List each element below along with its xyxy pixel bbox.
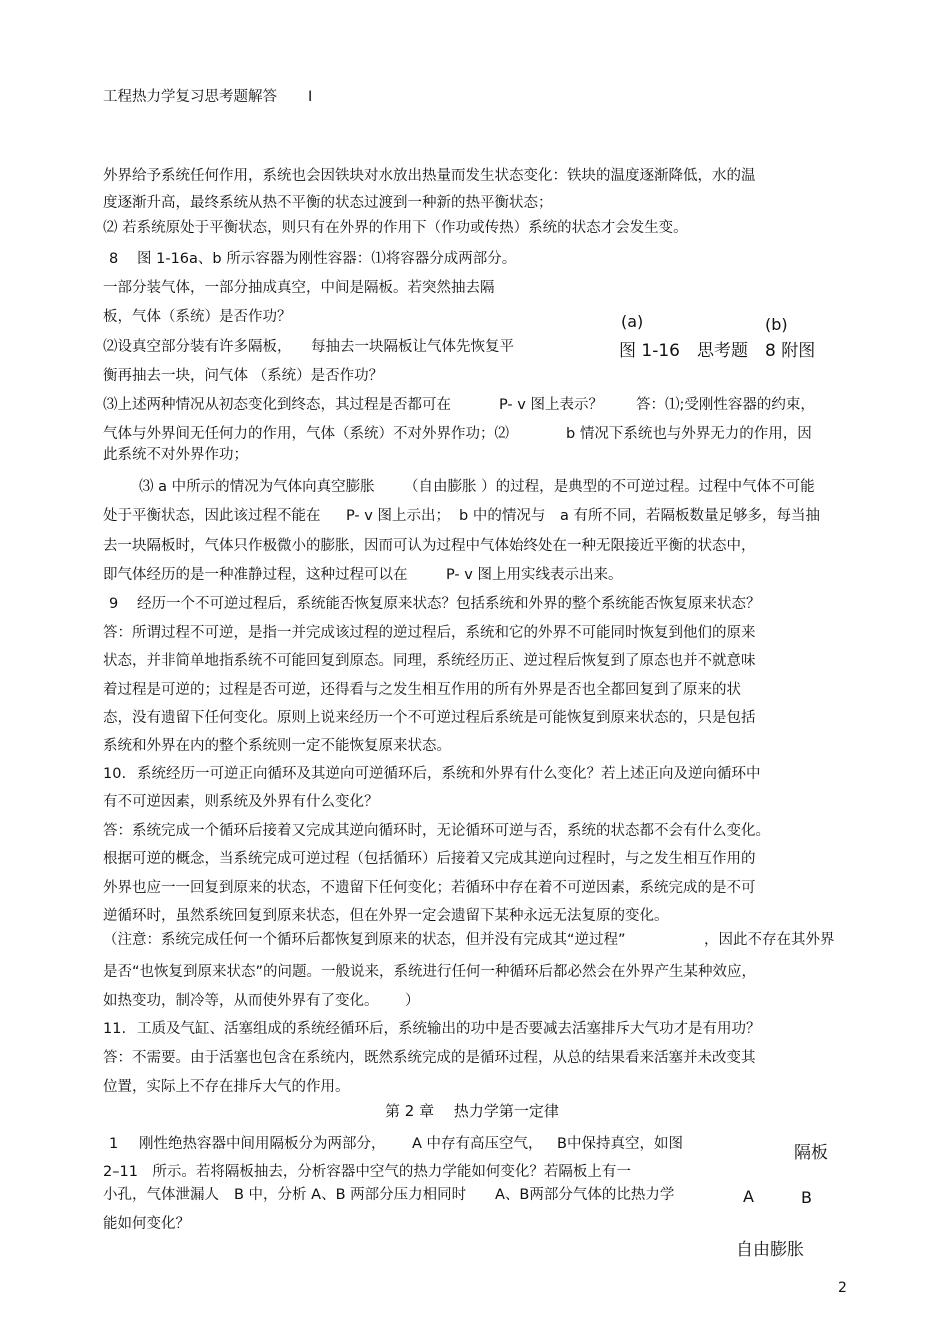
question-number: 8 [109,251,119,267]
text-line: ） [405,993,420,1009]
text-line: 图 1-16a、b 所示容器为刚性容器：⑴将容器分成两部分。 [137,251,517,267]
text-line: 度逐渐升高，最终系统从热不平衡的状态过渡到一种新的热平衡状态； [103,195,553,211]
text-line: b 中的情况与 [459,508,546,524]
text-line: 每抽去一块隔板让气体先恢复平 [311,339,514,355]
question-number: 10. [103,766,127,782]
text-line: 着过程是可逆的；过程是否可逆，还得看与之发生相互作用的所有外界是否也全都回复到了原来的状 [103,682,741,698]
text-line: 系统经历一可逆正向循环及其逆向可逆循环后，系统和外界有什么变化？若上述正向及逆向循环中 [137,766,761,782]
text-line: ⑵设真空部分装有许多隔板， [103,339,292,355]
text-line: 是否“也恢复到原来状态”的问题。一般说来，系统进行任何一种循环后都必然会在外界产生某种效应， [103,964,757,980]
question-number: 11. [103,1021,127,1037]
text-line: 经历一个不可逆过程后，系统能否恢复原来状态？包括系统和外界的整个系统能否恢复原来状态？ [137,596,761,612]
figure-caption: 图 1-16 思考题 8 附图 [619,341,816,361]
question-number: 1 [109,1136,119,1152]
text-line: 此系统不对外界作功； [103,447,248,463]
text-line: 气体与外界间无任何力的作用，气体（系统）不对外界作功；⑵ [103,426,509,442]
text-line: （注意：系统完成任何一个循环后都恢复到原来的状态，但并没有完成其“逆过程” [103,932,626,948]
text-line: B 中，分析 A、B 两部分压力相同时 [234,1187,467,1203]
text-line: 刚性绝热容器中间用隔板分为两部分， [139,1136,386,1152]
text-line: 答：不需要。由于活塞也包含在系统内，既然系统完成的是循环过程，从总的结果看来活塞并未改变其 [103,1050,756,1066]
header-title: 工程热力学复习思考题解答 [103,89,277,105]
text-line: a 有所不同，若隔板数量足够多，每当抽 [560,508,820,524]
text-line: 位置，实际上不存在排斥大气的作用。 [103,1079,350,1095]
text-line: 答：所谓过程不可逆，是指一并完成该过程的逆过程后，系统和它的外界不可能同时恢复到他们的原来 [103,625,756,641]
text-line: 外界也应一一回复到原来的状态，不遗留下任何变化；若循环中存在着不可逆因素，系统完成的是不可 [103,880,756,896]
text-line: P- v 图上示出； [346,508,450,524]
text-line: 即气体经历的是一种准静过程，这种过程可以在 [103,567,408,583]
text-line: 答：系统完成一个循环后接着又完成其逆向循环时，无论循环可逆与否，系统的状态都不会有什么变化。 [103,823,770,839]
header-mark: I [308,89,313,105]
text-line: 能如何变化？ [103,1216,190,1232]
text-line: B中保持真空，如图 [557,1136,683,1152]
text-line: ⑵ 若系统原处于平衡状态，则只有在外界的作用下（作功或传热）系统的状态才会发生变。 [103,220,688,236]
text-line: 去一块隔板时，气体只作极微小的膨胀，因而可认为过程中气体始终处在一种无限接近平衡的状态中， [103,538,756,554]
text-line: b 情况下系统也与外界无力的作用，因 [566,426,812,442]
text-line: 一部分装气体，一部分抽成真空，中间是隔板。若突然抽去隔 [103,280,495,296]
text-line: ⑶上述两种情况从初态变化到终态，其过程是否都可在 [103,397,451,413]
chapter-heading: 第 2 章 热力学第一定律 [385,1102,559,1120]
text-line: P- v 图上表示？ [499,397,603,413]
figure-partition-label: 隔板 [794,1143,828,1163]
text-line: ，因此不存在其外界 [704,932,835,948]
text-line: 系统和外界在内的整个系统则一定不能恢复原来状态。 [103,738,451,754]
text-line: 态，没有遗留下任何变化。原则上说来经历一个不可逆过程后系统是可能恢复到原来状态的，只是包括 [103,710,756,726]
text-line: A、B两部分气体的比热力学 [495,1187,675,1203]
figure-label-a: (a) [621,312,644,331]
text-line: 处于平衡状态，因此该过程不能在 [103,508,321,524]
text-line: 小孔，气体泄漏人 [103,1187,219,1203]
text-line: 根据可逆的概念，当系统完成可逆过程（包括循环）后接着又完成其逆向过程时，与之发生相互作用的 [103,851,756,867]
figure-label-a: A [743,1187,754,1206]
text-line: 状态，并非简单地指系统不可能回复到原态。同理，系统经历正、逆过程后恢复到了原态也并不就意味 [103,653,756,669]
text-line: 2–11 所示。若将隔板抽去，分析容器中空气的热力学能如何变化？若隔板上有一 [103,1164,631,1180]
text-line: 工质及气缸、活塞组成的系统经循环后，系统输出的功中是否要减去活塞排斥大气功才是有用功？ [137,1021,761,1037]
text-line: 板，气体（系统）是否作功？ [103,309,292,325]
figure-label-b: B [801,1188,812,1207]
text-line: 有不可逆因素，则系统及外界有什么变化？ [103,794,379,810]
figure-label-b: (b) [765,315,788,334]
question-number: 9 [109,596,119,612]
text-line: ⑶ a 中所示的情况为气体向真空膨胀 [139,479,375,495]
text-line: 外界给予系统任何作用，系统也会因铁块对水放出热量而发生状态变化：铁块的温度逐渐降低，水的温 [103,168,756,184]
text-line: 如热变功，制冷等，从而使外界有了变化。 [103,993,379,1009]
text-line: A 中存有高压空气， [412,1136,543,1152]
text-line: （自由膨胀 ）的过程，是典型的不可逆过程。过程中气体不可能 [404,479,815,495]
text-line: 逆循环时，虽然系统回复到原来状态，但在外界一定会遗留下某种永远无法复原的变化。 [103,908,669,924]
text-line: 衡再抽去一块，问气体 （系统）是否作功？ [103,368,384,384]
text-line: P- v 图上用实线表示出来。 [446,567,623,583]
text-line: 答：⑴;受刚性容器的约束， [636,397,815,413]
page-number: 2 [838,1280,847,1296]
figure-caption: 自由膨胀 [736,1240,804,1260]
